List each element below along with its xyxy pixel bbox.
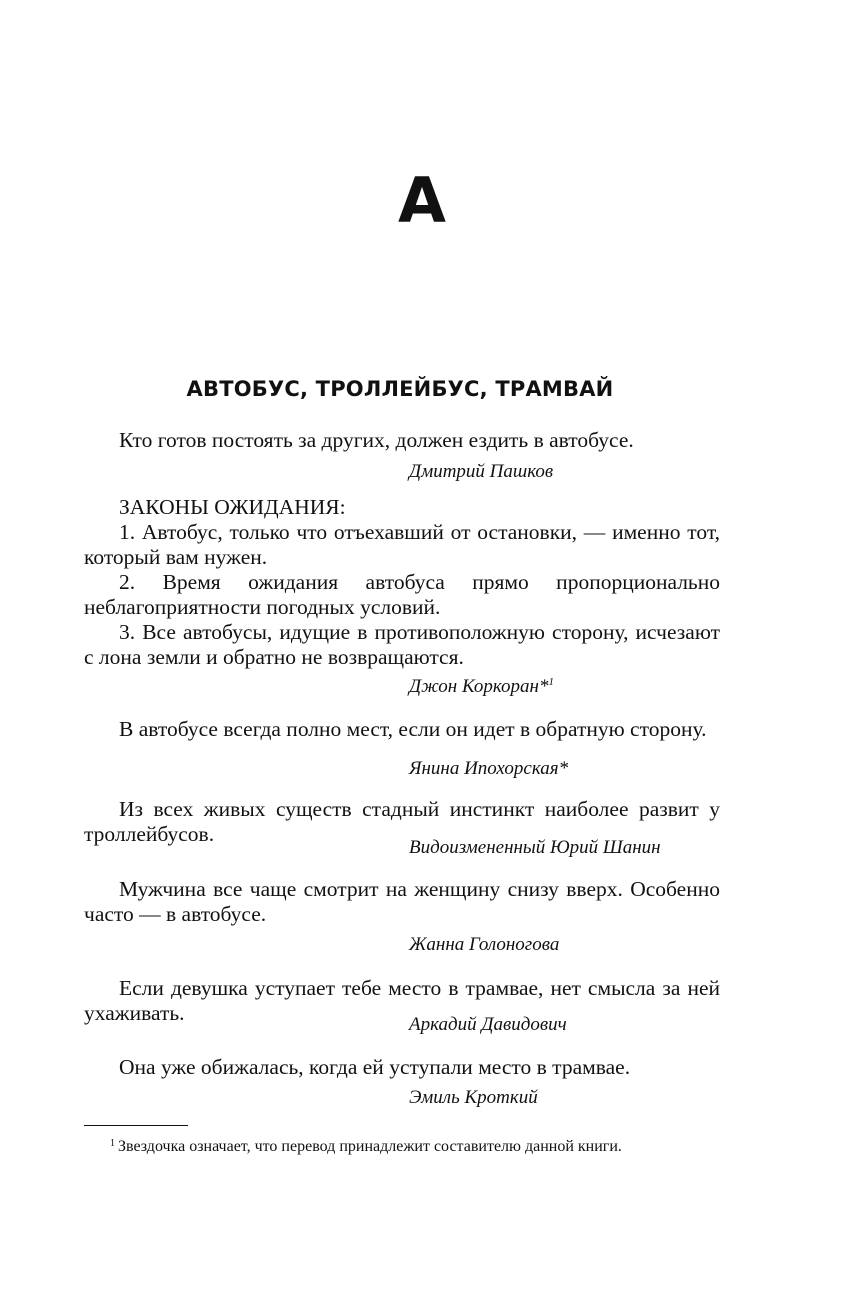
quote-text: В автобусе всегда полно мест, если он идет в обратную сторону.: [119, 717, 707, 741]
quote-text: Она уже обижалась, когда ей уступали место в трамвае.: [119, 1055, 631, 1079]
list-heading: ЗАКОНЫ ОЖИДАНИЯ:: [119, 495, 346, 519]
quote-author: Эмиль Кроткий: [409, 1087, 538, 1108]
list-item: 3. Все автобусы, идущие в противоположную сторону, исчезают с лона земли и обратно не возвращаются.: [84, 620, 720, 669]
list-item: 1. Автобус, только что отъехавший от остановки, — именно тот, который вам нужен.: [84, 520, 720, 569]
footnote-divider: [84, 1125, 188, 1126]
quote-author: [409, 675, 554, 699]
footnote-mark: 1: [110, 1138, 115, 1149]
quote-text: Кто готов постоять за других, должен ездить в автобусе.: [119, 428, 634, 452]
quote-text: Если девушка уступает тебе место в трамвае, нет смысла за ней ухаживать.: [84, 976, 720, 1025]
quote-text: Мужчина все чаще смотрит на женщину снизу вверх. Особенно часто — в автобусе.: [84, 877, 720, 926]
footnote: [110, 1137, 622, 1157]
list-item: 2. Время ожидания автобуса прямо пропорционально неблагоприятности погодных условий.: [84, 570, 720, 619]
footnote-reference: 1: [548, 676, 554, 688]
quote-author: Аркадий Давидович: [409, 1014, 567, 1035]
author-name: Джон Коркоран*: [409, 676, 549, 697]
footnote-text: Звездочка означает, что перевод принадлежит составителю данной книги.: [118, 1138, 622, 1155]
chapter-title: АВТОБУС, ТРОЛЛЕЙБУС, ТРАМВАЙ: [186, 377, 614, 401]
quote-author: Дмитрий Пашков: [409, 461, 554, 482]
quote-author: Жанна Голоногова: [409, 934, 560, 955]
quote-text: Из всех живых существ стадный инстинкт наиболее развит у троллейбусов.: [84, 797, 720, 846]
quote-author: Янина Ипохорская*: [409, 758, 569, 779]
quote-author: Видоизмененный Юрий Шанин: [409, 837, 661, 858]
section-letter: А: [398, 164, 447, 237]
